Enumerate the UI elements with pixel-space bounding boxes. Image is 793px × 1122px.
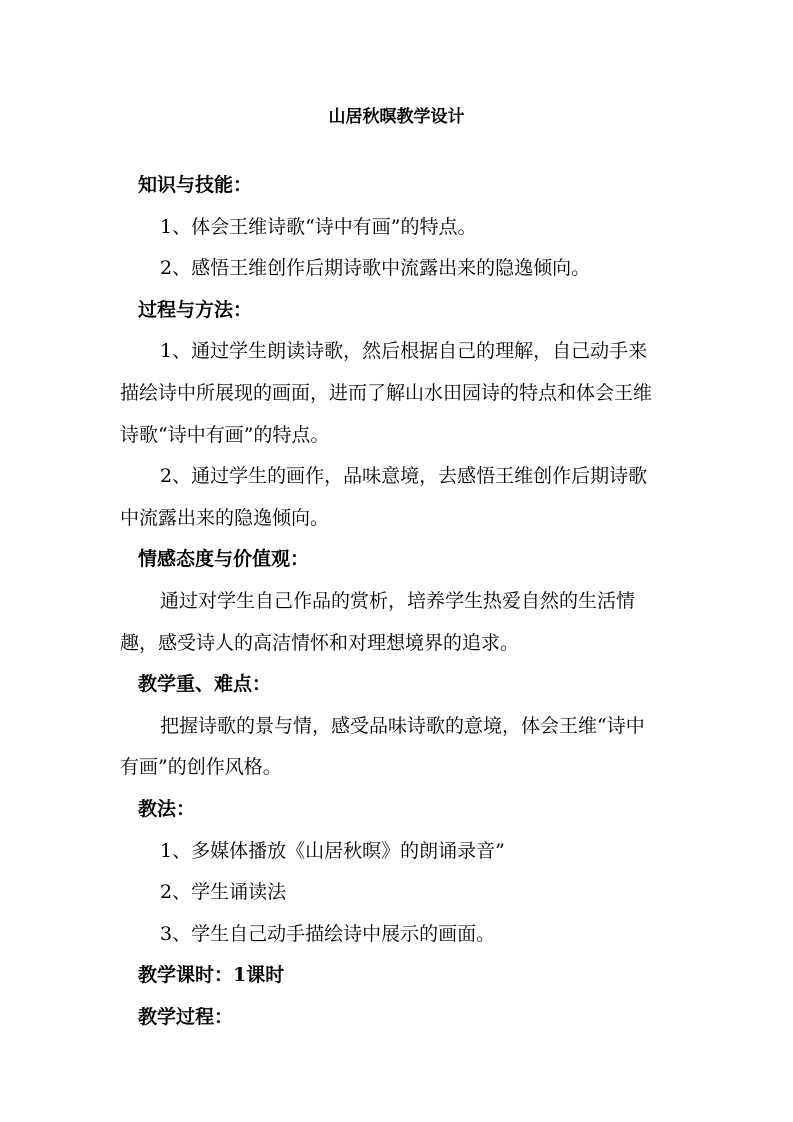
section-heading-process: 过程与方法： xyxy=(138,298,253,321)
section-heading-hours: 教学课时：1课时 xyxy=(138,964,285,987)
process-p1-line-3: 诗歌“诗中有画”的特点。 xyxy=(120,423,330,446)
process-p1-line-2: 描绘诗中所展现的画面，进而了解山水田园诗的特点和体会王维 xyxy=(120,381,653,404)
process-p2-line-1: 2、通过学生的画作，品味意境，去感悟王维创作后期诗歌 xyxy=(160,465,648,488)
section-heading-emotion: 情感态度与价值观： xyxy=(138,548,310,571)
document-title: 山居秋暝教学设计 xyxy=(328,107,465,127)
methods-item-1: 1、多媒体播放《山居秋暝》的朗诵录音” xyxy=(160,839,505,862)
emotion-line-2: 趣，感受诗人的高洁情怀和对理想境界的追求。 xyxy=(120,631,520,654)
knowledge-item-1: 1、体会王维诗歌“诗中有画”的特点。 xyxy=(160,215,477,238)
section-heading-knowledge: 知识与技能： xyxy=(138,174,253,196)
emotion-line-1: 通过对学生自己作品的赏析，培养学生热爱自然的生活情 xyxy=(160,589,636,612)
methods-item-3: 3、学生自己动手描绘诗中展示的画面。 xyxy=(160,922,496,945)
section-heading-keypoints: 教学重、难点： xyxy=(138,673,272,696)
document-body xyxy=(120,165,680,1038)
process-p2-line-2: 中流露出来的隐逸倾向。 xyxy=(120,506,330,529)
keypoints-line-1: 把握诗歌的景与情，感受品味诗歌的意境，体会王维“诗中 xyxy=(160,714,645,737)
knowledge-item-2: 2、感悟王维创作后期诗歌中流露出来的隐逸倾向。 xyxy=(160,257,591,280)
section-heading-methods: 教法： xyxy=(138,797,196,820)
process-p1-line-1: 1、通过学生朗读诗歌，然后根据自己的理解，自己动手来 xyxy=(160,340,648,363)
keypoints-line-2: 有画”的创作风格。 xyxy=(120,756,282,779)
section-heading-procedure: 教学过程： xyxy=(138,1005,234,1028)
methods-item-2: 2、学生诵读法 xyxy=(160,881,287,904)
